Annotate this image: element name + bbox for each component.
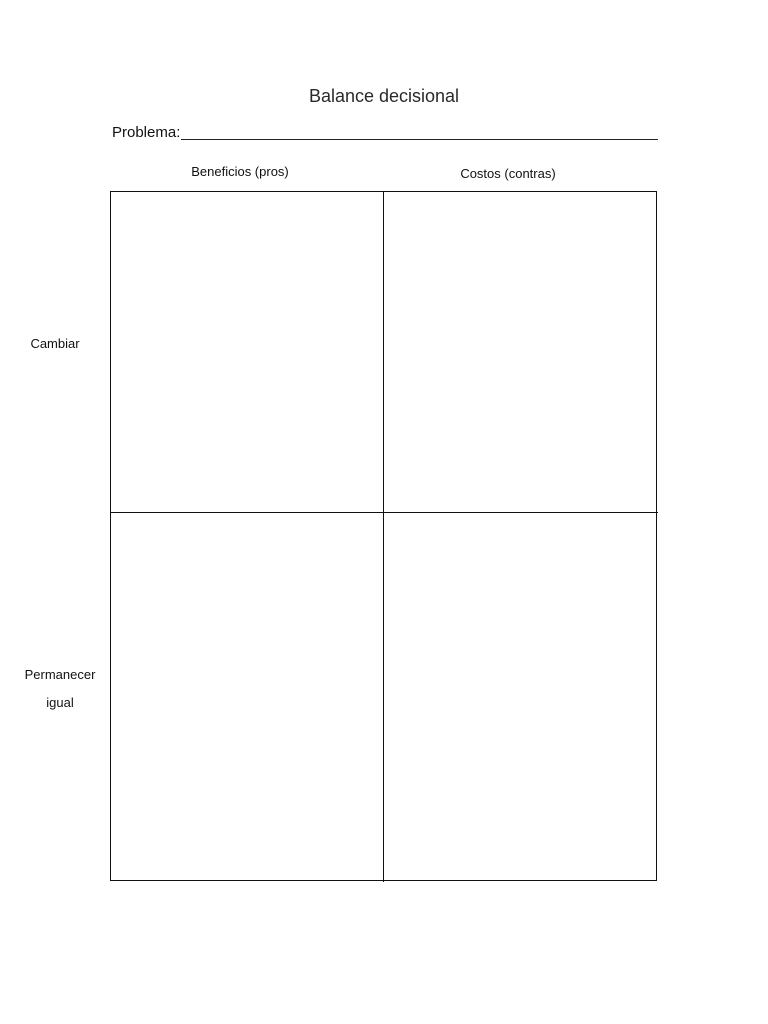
row-label-change	[20, 330, 90, 358]
row-label-change-text: Cambiar	[30, 336, 80, 351]
cell-stay-cons[interactable]	[384, 513, 658, 882]
problem-field	[112, 121, 658, 143]
row-label-stay-line2: igual	[46, 695, 74, 710]
cell-change-pros[interactable]	[111, 192, 384, 513]
decision-grid	[110, 191, 657, 881]
cell-stay-pros[interactable]	[111, 513, 384, 882]
column-header-cons: Costos (contras)	[460, 166, 556, 181]
row-label-stay	[14, 661, 106, 717]
row-label-stay-line1: Permanecer	[24, 667, 96, 682]
problem-label: Problema:	[112, 124, 181, 141]
page-title: Balance decisional	[308, 86, 460, 106]
problem-blank-line[interactable]	[181, 121, 658, 140]
cell-change-cons[interactable]	[384, 192, 658, 513]
column-header-pros: Beneficios (pros)	[191, 164, 289, 179]
